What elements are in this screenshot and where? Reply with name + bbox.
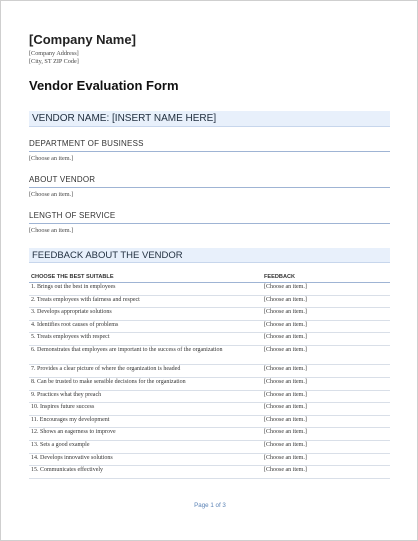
table-row: [29, 441, 390, 454]
table-row: [29, 428, 390, 441]
table-row: [29, 320, 390, 333]
department-label: DEPARTMENT OF BUSINESS: [29, 139, 144, 148]
feedback-dropdown[interactable]: [Choose an item.]: [262, 378, 390, 391]
table-row: [29, 378, 390, 391]
length-of-service-section: [29, 211, 390, 234]
table-header-row: [29, 271, 390, 283]
table-row: [29, 390, 390, 403]
criterion-text: 11. Encourages my development: [29, 415, 262, 428]
table-row: [29, 283, 390, 296]
vendor-name-field[interactable]: VENDOR NAME: [INSERT NAME HERE]: [29, 111, 390, 127]
about-vendor-section: [29, 175, 390, 198]
divider: [29, 151, 390, 152]
company-address[interactable]: [Company Address]: [29, 50, 79, 57]
table-row: [29, 345, 390, 365]
length-of-service-label: LENGTH OF SERVICE: [29, 211, 116, 220]
company-city[interactable]: [City, ST ZIP Code]: [29, 58, 79, 65]
feedback-dropdown[interactable]: [Choose an item.]: [262, 283, 390, 296]
table-row: [29, 365, 390, 378]
table-row: [29, 415, 390, 428]
feedback-dropdown[interactable]: [Choose an item.]: [262, 453, 390, 466]
criterion-text: 9. Practices what they preach: [29, 390, 262, 403]
table-row: [29, 466, 390, 479]
criterion-text: 2. Treats employees with fairness and respect: [29, 295, 262, 308]
criterion-text: 7. Provides a clear picture of where the organization is headed: [29, 365, 262, 378]
department-dropdown[interactable]: [Choose an item.]: [29, 155, 74, 162]
feedback-dropdown[interactable]: [Choose an item.]: [262, 428, 390, 441]
criterion-text: 10. Inspires future success: [29, 403, 262, 416]
criteria-column-header: CHOOSE THE BEST SUITABLE: [29, 271, 262, 283]
feedback-column-header: FEEDBACK: [262, 271, 390, 283]
about-vendor-dropdown[interactable]: [Choose an item.]: [29, 191, 74, 198]
feedback-dropdown[interactable]: [Choose an item.]: [262, 403, 390, 416]
feedback-dropdown[interactable]: [Choose an item.]: [262, 345, 390, 365]
feedback-dropdown[interactable]: [Choose an item.]: [262, 333, 390, 346]
feedback-table: [29, 271, 390, 479]
page-number: Page 1 of 3: [194, 502, 226, 509]
feedback-dropdown[interactable]: [Choose an item.]: [262, 365, 390, 378]
feedback-dropdown[interactable]: [Choose an item.]: [262, 415, 390, 428]
about-vendor-label: ABOUT VENDOR: [29, 175, 96, 184]
criterion-text: 13. Sets a good example: [29, 441, 262, 454]
department-section: [29, 139, 390, 162]
criterion-text: 15. Communicates effectively: [29, 466, 262, 479]
criterion-text: 8. Can be trusted to make sensible decisions for the organization: [29, 378, 262, 391]
form-title: Vendor Evaluation Form: [29, 78, 179, 93]
criterion-text: 12. Shows an eagerness to improve: [29, 428, 262, 441]
company-name[interactable]: [Company Name]: [29, 32, 136, 47]
criterion-text: 5. Treats employees with respect: [29, 333, 262, 346]
table-row: [29, 295, 390, 308]
feedback-dropdown[interactable]: [Choose an item.]: [262, 441, 390, 454]
divider: [29, 187, 390, 188]
feedback-dropdown[interactable]: [Choose an item.]: [262, 390, 390, 403]
criterion-text: 1. Brings out the best in employees: [29, 283, 262, 296]
feedback-dropdown[interactable]: [Choose an item.]: [262, 308, 390, 321]
criterion-text: 4. Identifies root causes of problems: [29, 320, 262, 333]
feedback-dropdown[interactable]: [Choose an item.]: [262, 320, 390, 333]
feedback-heading: FEEDBACK ABOUT THE VENDOR: [29, 248, 390, 263]
table-row: [29, 333, 390, 346]
table-row: [29, 453, 390, 466]
feedback-dropdown[interactable]: [Choose an item.]: [262, 295, 390, 308]
divider: [29, 223, 390, 224]
feedback-dropdown[interactable]: [Choose an item.]: [262, 466, 390, 479]
criterion-text: 14. Develops innovative solutions: [29, 453, 262, 466]
criterion-text: 3. Develops appropriate solutions: [29, 308, 262, 321]
table-row: [29, 308, 390, 321]
criterion-text: 6. Demonstrates that employees are important to the success of the organization: [29, 345, 262, 365]
length-of-service-dropdown[interactable]: [Choose an item.]: [29, 227, 74, 234]
table-row: [29, 403, 390, 416]
